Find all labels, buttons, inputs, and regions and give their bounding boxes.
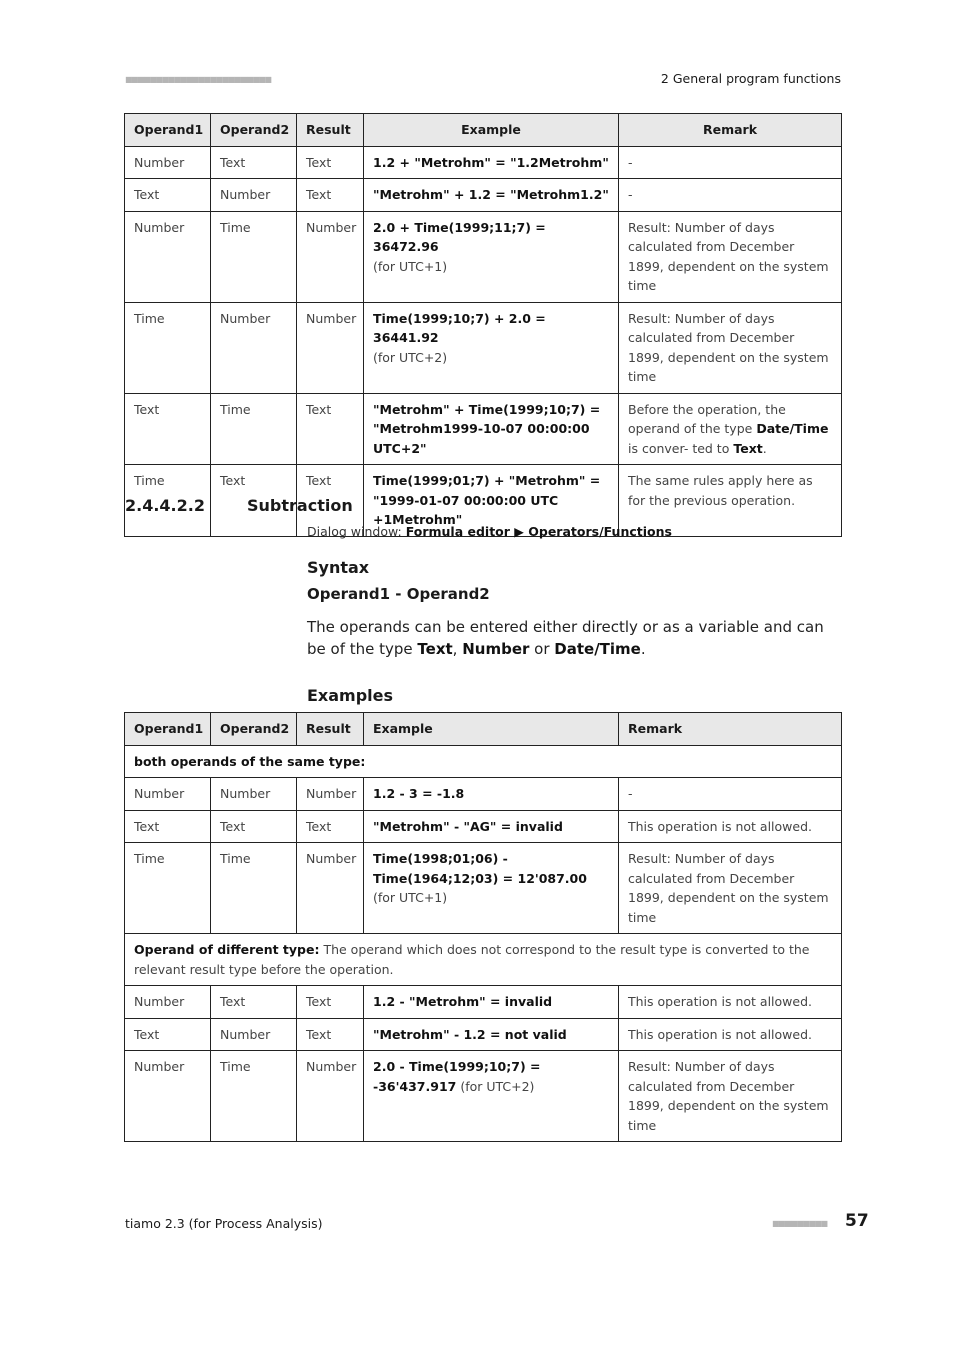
cell-example — [364, 211, 619, 302]
syntax-heading: Syntax — [307, 558, 370, 577]
cell-operand1: Text — [125, 393, 211, 465]
group-label-title: Operand of different type: — [134, 942, 320, 957]
para-text: The operands can be entered either directly or as a variable and can be of the type — [307, 618, 824, 658]
cell-operand1: Text — [125, 179, 211, 212]
header-decoration: ■■■■■■■■■■■■■■■■■■■■■■■■ — [125, 75, 271, 84]
examples-heading: Examples — [307, 686, 394, 705]
footer-product: tiamo 2.3 (for Process Analysis) — [125, 1216, 323, 1231]
remark-text: is conver- ted to — [628, 440, 734, 456]
cell-remark: - — [619, 778, 842, 811]
example-note: (for UTC+2) — [373, 349, 448, 365]
cell-operand2: Text — [211, 986, 297, 1019]
cell-example — [364, 302, 619, 393]
col-header-operand2: Operand2 — [211, 713, 297, 746]
example-expression: "Metrohm" - 1.2 = not valid — [373, 1026, 567, 1042]
cell-example — [364, 1051, 619, 1142]
cell-operand2: Text — [211, 810, 297, 843]
example-expression: Time(1999;10;7) + 2.0 = 36441.92 — [373, 310, 546, 345]
table-row — [125, 211, 842, 302]
addition-table — [124, 113, 842, 537]
type-number: Number — [462, 640, 530, 658]
footer-decoration: ■■■■■■■■■ — [772, 1219, 827, 1228]
cell-remark: Result: Number of days calculated from December 1899, dependent on the system time — [619, 302, 842, 393]
cell-remark: This operation is not allowed. — [619, 986, 842, 1019]
col-header-remark: Remark — [619, 114, 842, 147]
cell-operand1: Time — [125, 465, 211, 537]
example-expression: 1.2 - 3 = -1.8 — [373, 786, 465, 801]
table-row — [125, 986, 842, 1019]
cell-example — [364, 843, 619, 934]
example-expression: 1.2 - "Metrohm" = invalid — [373, 994, 553, 1009]
cell-result: Text — [297, 1018, 364, 1051]
col-header-result: Result — [297, 713, 364, 746]
table-row — [125, 146, 842, 179]
cell-remark: Result: Number of days calculated from December 1899, dependent on the system time — [619, 211, 842, 302]
table-row — [125, 393, 842, 465]
cell-result: Text — [297, 810, 364, 843]
cell-example — [364, 179, 619, 212]
cell-result: Text — [297, 393, 364, 465]
col-header-example: Example — [364, 713, 619, 746]
cell-example — [364, 146, 619, 179]
cell-operand1: Time — [125, 302, 211, 393]
cell-operand2: Time — [211, 211, 297, 302]
cell-example — [364, 393, 619, 465]
example-expression: "Metrohm" - "AG" = invalid — [373, 818, 563, 834]
table-row — [125, 1018, 842, 1051]
cell-example — [364, 986, 619, 1019]
section-title: Subtraction — [247, 496, 353, 515]
cell-operand2: Time — [211, 843, 297, 934]
example-expression: 1.2 + "Metrohm" = "1.2Metrohm" — [373, 154, 609, 170]
example-expression: "Metrohm" + Time(1999;10;7) = "Metrohm1999-10-07 00:00:00 UTC+2" — [373, 401, 601, 456]
cell-operand1: Number — [125, 986, 211, 1019]
remark-type-text: Text — [733, 440, 763, 456]
col-header-result: Result — [297, 114, 364, 147]
dialog-path — [307, 524, 672, 539]
group-row — [125, 934, 842, 986]
dialog-label: Dialog window: — [307, 524, 406, 539]
cell-operand1: Number — [125, 211, 211, 302]
cell-operand1: Number — [125, 1051, 211, 1142]
cell-result: Text — [297, 146, 364, 179]
col-header-operand2: Operand2 — [211, 114, 297, 147]
cell-operand2: Text — [211, 146, 297, 179]
cell-result: Number — [297, 843, 364, 934]
cell-result: Text — [297, 179, 364, 212]
col-header-example: Example — [364, 114, 619, 147]
cell-result: Number — [297, 778, 364, 811]
group-label-same-type: both operands of the same type: — [125, 745, 842, 778]
remark-text: Before the operation, the operand of the type — [628, 401, 786, 436]
cell-example — [364, 778, 619, 811]
example-note: (for UTC+2) — [456, 1078, 535, 1094]
table-row — [125, 1051, 842, 1142]
cell-operand1: Number — [125, 146, 211, 179]
cell-result: Number — [297, 302, 364, 393]
table-row — [125, 302, 842, 393]
table-row — [125, 810, 842, 843]
cell-result: Number — [297, 1051, 364, 1142]
col-header-operand1: Operand1 — [125, 114, 211, 147]
cell-remark — [619, 393, 842, 465]
remark-type-datetime: Date/Time — [756, 421, 829, 436]
cell-remark: - — [619, 179, 842, 212]
syntax-expression: Operand1 - Operand2 — [307, 585, 490, 603]
example-expression: Time(1999;01;7) + "Metrohm" = "1999-01-07 00:00:00 UTC +1Metrohm" — [373, 473, 601, 527]
group-label-text: The operand which does not correspond to the result type is converted to the relevant result type before the operation. — [134, 942, 810, 977]
table-row — [125, 778, 842, 811]
group-row — [125, 745, 842, 778]
section-number: 2.4.4.2.2 — [125, 496, 205, 515]
cell-example — [364, 1018, 619, 1051]
para-text: or — [529, 640, 555, 658]
cell-operand1: Number — [125, 778, 211, 811]
cell-operand2: Number — [211, 778, 297, 811]
cell-operand1: Text — [125, 1018, 211, 1051]
cell-remark: Result: Number of days calculated from December 1899, dependent on the system time — [619, 1051, 842, 1142]
description-paragraph — [307, 616, 847, 660]
dialog-menu-path: Formula editor ▶ Operators/Functions — [405, 524, 672, 539]
cell-operand1: Text — [125, 810, 211, 843]
cell-remark: Result: Number of days calculated from December 1899, dependent on the system time — [619, 843, 842, 934]
example-note: (for UTC+1) — [373, 890, 448, 905]
cell-operand2: Number — [211, 1018, 297, 1051]
cell-example — [364, 810, 619, 843]
example-note: (for UTC+1) — [373, 258, 448, 274]
cell-operand2: Time — [211, 393, 297, 465]
example-expression: 2.0 - Time(1999;10;7) = -36'437.917 — [373, 1059, 541, 1094]
group-label-different-type — [125, 934, 842, 986]
cell-remark: This operation is not allowed. — [619, 1018, 842, 1051]
cell-operand2: Time — [211, 1051, 297, 1142]
col-header-operand1: Operand1 — [125, 713, 211, 746]
type-datetime: Date/Time — [554, 640, 641, 658]
cell-operand2: Text — [211, 465, 297, 537]
cell-remark: - — [619, 146, 842, 179]
table-row — [125, 843, 842, 934]
cell-operand2: Number — [211, 179, 297, 212]
example-expression: 2.0 + Time(1999;11;7) = 36472.96 — [373, 219, 546, 254]
cell-operand2: Number — [211, 302, 297, 393]
subtraction-table — [124, 712, 842, 1142]
cell-remark: The same rules apply here as for the previous operation. — [619, 465, 842, 537]
type-text: Text — [417, 640, 453, 658]
para-text: , — [452, 640, 463, 658]
cell-remark: This operation is not allowed. — [619, 810, 842, 843]
para-text: . — [640, 640, 646, 658]
remark-text: . — [762, 440, 767, 456]
cell-operand1: Time — [125, 843, 211, 934]
table-header-row — [125, 713, 842, 746]
example-expression: "Metrohm" + 1.2 = "Metrohm1.2" — [373, 187, 609, 202]
table-header-row — [125, 114, 842, 147]
example-expression: Time(1998;01;06) - Time(1964;12;03) = 12'087.00 — [373, 851, 587, 886]
col-header-remark: Remark — [619, 713, 842, 746]
table-row — [125, 179, 842, 212]
cell-result: Text — [297, 986, 364, 1019]
cell-result: Number — [297, 211, 364, 302]
chapter-title: 2 General program functions — [660, 71, 841, 86]
cell-result: Text — [297, 465, 364, 537]
page-number: 57 — [845, 1211, 869, 1231]
